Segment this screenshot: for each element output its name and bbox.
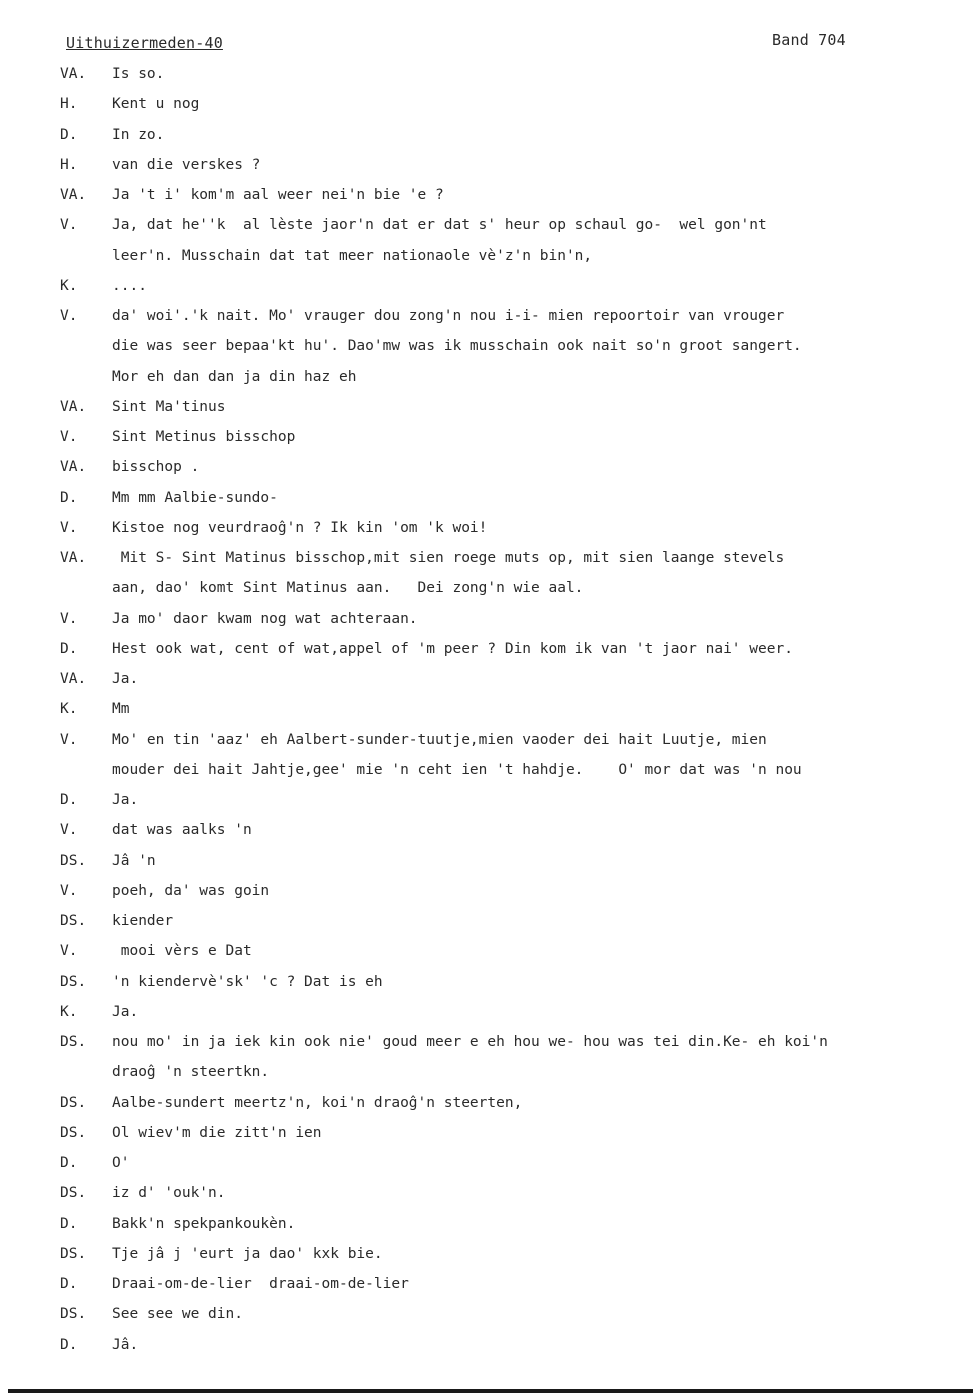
- utterance-text: Ja, dat he''k al lèste jaor'n dat er dat s' heur op schaul go- wel gon'nt: [112, 217, 767, 233]
- utterance-text: nou mo' in ja iek kin ook nie' goud meer e eh hou we- hou was tei din.Ke- eh koi'n: [112, 1034, 828, 1050]
- transcript-line: [0, 275, 973, 297]
- speaker-label: DS.: [60, 1185, 87, 1201]
- band-number: Band 704: [772, 31, 846, 49]
- speaker-label: V.: [60, 883, 78, 899]
- transcript-line: [0, 638, 973, 660]
- utterance-text: van die verskes ?: [112, 157, 261, 173]
- transcript-line: [0, 940, 973, 962]
- transcript-line: [0, 63, 973, 85]
- transcript-line: [0, 245, 973, 267]
- speaker-label: VA.: [60, 459, 87, 475]
- transcript-line: [0, 1243, 973, 1265]
- transcript-line: [0, 1031, 973, 1053]
- speaker-label: DS.: [60, 1125, 87, 1141]
- transcript-line: [0, 850, 973, 872]
- utterance-text: Jâ.: [112, 1337, 139, 1353]
- speaker-label: VA.: [60, 671, 87, 687]
- utterance-text: Hest ook wat, cent of wat,appel of 'm peer ? Din kom ik van 't jaor nai' weer.: [112, 641, 793, 657]
- utterance-text: kiender: [112, 913, 174, 929]
- speaker-label: VA.: [60, 399, 87, 415]
- utterance-text: Aalbe-sundert meertz'n, koi'n draoĝ'n steerten,: [112, 1095, 523, 1111]
- speaker-label: D.: [60, 1155, 78, 1171]
- transcript-line: [0, 789, 973, 811]
- utterance-text: bisschop .: [112, 459, 200, 475]
- utterance-text: Ja.: [112, 671, 139, 687]
- transcript-line: [0, 1303, 973, 1325]
- utterance-text: Mm: [112, 701, 130, 717]
- utterance-text: Jâ 'n: [112, 853, 156, 869]
- speaker-label: DS.: [60, 1246, 87, 1262]
- utterance-text: O': [112, 1155, 130, 1171]
- transcript-line: [0, 1122, 973, 1144]
- utterance-text: Mm mm Aalbie-sundo-: [112, 490, 278, 506]
- transcript-line: [0, 729, 973, 751]
- transcript-line: [0, 1273, 973, 1295]
- utterance-text: Sint Metinus bisschop: [112, 429, 296, 445]
- speaker-label: V.: [60, 429, 78, 445]
- utterance-text: da' woi'.'k nait. Mo' vrauger dou zong'n nou i-i- mien repoortoir van vrouger: [112, 308, 785, 324]
- transcript-line: [0, 1152, 973, 1174]
- utterance-text: die was seer bepaa'kt hu'. Dao'mw was ik musschain ook nait so'n groot sangert.: [112, 338, 802, 354]
- utterance-text: Is so.: [112, 66, 165, 82]
- transcript-line: [0, 819, 973, 841]
- utterance-text: Mit S- Sint Matinus bisschop,mit sien roege muts op, mit sien laange stevels: [112, 550, 785, 566]
- speaker-label: DS.: [60, 974, 87, 990]
- transcript-line: [0, 456, 973, 478]
- utterance-text: ....: [112, 278, 147, 294]
- transcript-line: [0, 487, 973, 509]
- speaker-label: D.: [60, 1337, 78, 1353]
- utterance-text: In zo.: [112, 127, 165, 143]
- transcript-line: [0, 910, 973, 932]
- speaker-label: K.: [60, 1004, 78, 1020]
- speaker-label: H.: [60, 96, 78, 112]
- speaker-label: H.: [60, 157, 78, 173]
- speaker-label: D.: [60, 1276, 78, 1292]
- speaker-label: D.: [60, 490, 78, 506]
- location-header: Uithuizermeden-40: [66, 34, 223, 52]
- utterance-text: Ja.: [112, 792, 139, 808]
- speaker-label: V.: [60, 943, 78, 959]
- speaker-label: K.: [60, 278, 78, 294]
- transcript-line: [0, 124, 973, 146]
- utterance-text: aan, dao' komt Sint Matinus aan. Dei zong'n wie aal.: [112, 580, 584, 596]
- transcript-line: [0, 698, 973, 720]
- transcript-line: [0, 1061, 973, 1083]
- utterance-text: See see we din.: [112, 1306, 243, 1322]
- speaker-label: D.: [60, 127, 78, 143]
- transcript-line: [0, 1182, 973, 1204]
- utterance-text: Tje jâ j 'eurt ja dao' kxk bie.: [112, 1246, 383, 1262]
- utterance-text: draoĝ 'n steertkn.: [112, 1064, 270, 1080]
- speaker-label: DS.: [60, 853, 87, 869]
- transcript-line: [0, 1092, 973, 1114]
- transcript-line: [0, 154, 973, 176]
- transcript-line: [0, 971, 973, 993]
- transcript-line: [0, 366, 973, 388]
- utterance-text: mooi vèrs e Dat: [112, 943, 252, 959]
- speaker-label: D.: [60, 641, 78, 657]
- speaker-label: V.: [60, 308, 78, 324]
- utterance-text: Mo' en tin 'aaz' eh Aalbert-sunder-tuutje,mien vaoder dei hait Luutje, mien: [112, 732, 767, 748]
- utterance-text: dat was aalks 'n: [112, 822, 252, 838]
- speaker-label: DS.: [60, 1306, 87, 1322]
- speaker-label: V.: [60, 217, 78, 233]
- speaker-label: V.: [60, 611, 78, 627]
- transcript-line: [0, 517, 973, 539]
- utterance-text: Kent u nog: [112, 96, 200, 112]
- utterance-text: Ja mo' daor kwam nog wat achteraan.: [112, 611, 418, 627]
- transcript-line: [0, 1001, 973, 1023]
- utterance-text: leer'n. Musschain dat tat meer nationaole vè'z'n bin'n,: [112, 248, 593, 264]
- utterance-text: Ol wiev'm die zitt'n ien: [112, 1125, 322, 1141]
- transcript-line: [0, 1213, 973, 1235]
- speaker-label: V.: [60, 732, 78, 748]
- transcript-line: [0, 335, 973, 357]
- speaker-label: DS.: [60, 1034, 87, 1050]
- speaker-label: VA.: [60, 550, 87, 566]
- utterance-text: mouder dei hait Jahtje,gee' mie 'n ceht ien 't hahdje. O' mor dat was 'n nou: [112, 762, 802, 778]
- transcript-line: [0, 608, 973, 630]
- speaker-label: VA.: [60, 187, 87, 203]
- speaker-label: DS.: [60, 913, 87, 929]
- speaker-label: K.: [60, 701, 78, 717]
- utterance-text: Ja.: [112, 1004, 139, 1020]
- transcript-line: [0, 547, 973, 569]
- speaker-label: V.: [60, 822, 78, 838]
- utterance-text: poeh, da' was goin: [112, 883, 270, 899]
- transcript-line: [0, 93, 973, 115]
- transcript-line: [0, 668, 973, 690]
- utterance-text: 'n kiendervè'sk' 'c ? Dat is eh: [112, 974, 383, 990]
- transcript-line: [0, 426, 973, 448]
- utterance-text: Bakk'n spekpankoukèn.: [112, 1216, 296, 1232]
- utterance-text: Draai-om-de-lier draai-om-de-lier: [112, 1276, 409, 1292]
- speaker-label: D.: [60, 1216, 78, 1232]
- speaker-label: VA.: [60, 66, 87, 82]
- speaker-label: D.: [60, 792, 78, 808]
- transcript-line: [0, 396, 973, 418]
- utterance-text: Ja 't i' kom'm aal weer nei'n bie 'e ?: [112, 187, 444, 203]
- transcript-line: [0, 184, 973, 206]
- transcript-line: [0, 305, 973, 327]
- utterance-text: Kistoe nog veurdraoĝ'n ? Ik kin 'om 'k woi!: [112, 520, 488, 536]
- utterance-text: Sint Ma'tinus: [112, 399, 226, 415]
- utterance-text: iz d' 'ouk'n.: [112, 1185, 226, 1201]
- utterance-text: Mor eh dan dan ja din haz eh: [112, 369, 357, 385]
- bottom-rule: [8, 1389, 973, 1393]
- transcript-line: [0, 1334, 973, 1356]
- transcript-line: [0, 759, 973, 781]
- speaker-label: V.: [60, 520, 78, 536]
- transcript-line: [0, 880, 973, 902]
- transcript-line: [0, 214, 973, 236]
- speaker-label: DS.: [60, 1095, 87, 1111]
- transcript-line: [0, 577, 973, 599]
